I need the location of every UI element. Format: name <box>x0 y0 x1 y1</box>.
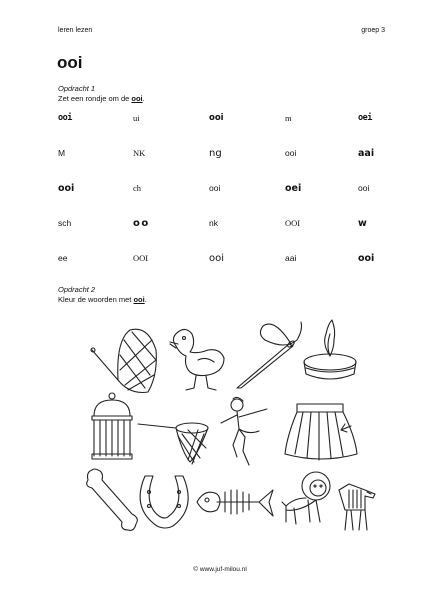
task1-label: Opdracht 1 <box>58 84 96 93</box>
grid-cell[interactable]: ch <box>133 183 142 193</box>
grid-cell[interactable]: ui <box>133 113 140 123</box>
fish-skeleton-icon[interactable] <box>195 482 275 527</box>
grid-cell[interactable]: ooi <box>285 148 297 158</box>
footer-credit: © www.juf-milou.nl <box>193 566 247 573</box>
grid-cell[interactable]: ooi <box>358 253 375 264</box>
grid-cell[interactable]: oei <box>358 113 372 123</box>
crown-icon[interactable] <box>300 318 360 388</box>
zebra-icon[interactable] <box>335 480 380 535</box>
grid-cell[interactable]: sch <box>58 218 72 228</box>
grid-cell[interactable]: ee <box>58 253 68 263</box>
grid-cell[interactable]: m <box>285 113 292 123</box>
grid-cell[interactable]: NK <box>133 148 146 158</box>
header-subject: leren lezen <box>58 27 93 34</box>
birdcage-icon[interactable] <box>90 392 135 462</box>
coloring-pictures <box>80 310 380 540</box>
grid-cell[interactable]: ng <box>209 148 222 159</box>
grid-cell[interactable]: OOI <box>133 253 149 263</box>
grid-cell[interactable]: ooi <box>209 253 225 264</box>
grid-cell[interactable]: aai <box>358 148 375 159</box>
grid-cell[interactable]: ooi <box>209 183 221 193</box>
grid-cell[interactable]: nk <box>209 218 218 228</box>
task2-label: Opdracht 2 <box>58 285 96 294</box>
lion-icon[interactable] <box>280 470 335 530</box>
skirt-icon[interactable] <box>285 402 360 462</box>
fishing-net-icon[interactable] <box>138 410 213 470</box>
needle-icon[interactable] <box>235 320 305 390</box>
grid-cell[interactable]: ooi <box>58 113 72 123</box>
grid-cell[interactable]: oei <box>285 183 302 194</box>
grid-cell[interactable]: OOI <box>285 218 301 228</box>
grid-cell[interactable]: aai <box>285 253 297 263</box>
grid-cell[interactable]: ooi <box>209 113 224 123</box>
grid-cell[interactable]: ooi <box>58 183 75 194</box>
header-grade: groep 3 <box>361 27 385 34</box>
task1-instruction: Zet een rondje om de ooi. <box>58 94 145 103</box>
grid-cell[interactable]: ooi <box>358 183 370 193</box>
broom-icon[interactable] <box>90 320 160 390</box>
dancing-girl-icon[interactable] <box>215 395 270 470</box>
grid-cell[interactable]: w <box>358 218 367 229</box>
letter-grid <box>58 113 388 288</box>
duck-icon[interactable] <box>168 324 228 394</box>
grid-cell[interactable]: M <box>58 148 66 158</box>
bone-icon[interactable] <box>84 468 139 533</box>
task2-instruction: Kleur de woorden met ooi. <box>58 295 147 304</box>
horseshoe-icon[interactable] <box>135 468 195 533</box>
page-title: ooi <box>57 53 83 72</box>
grid-cell[interactable]: oo <box>133 218 150 229</box>
